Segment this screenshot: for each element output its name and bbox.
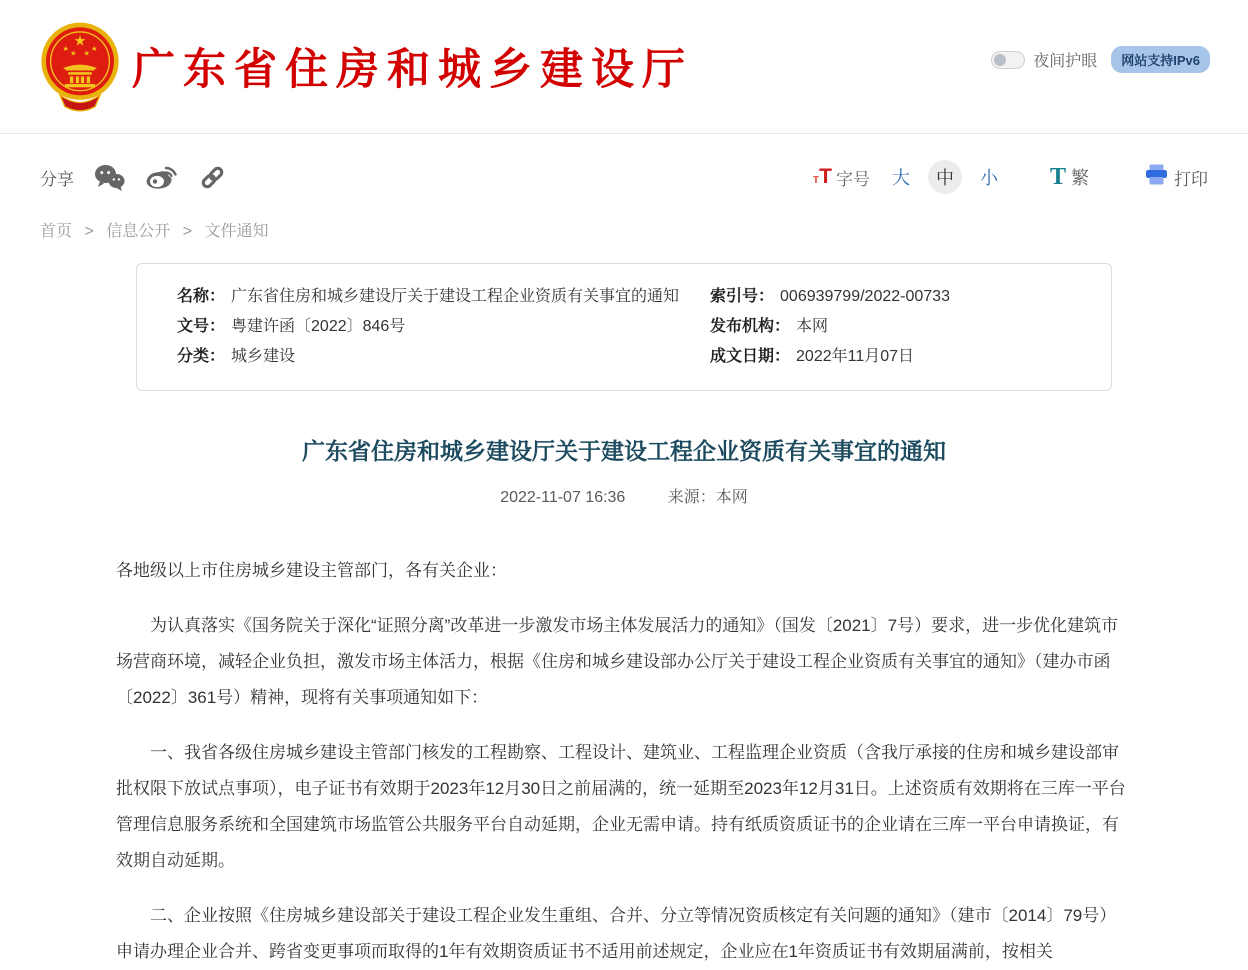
font-size-medium-button[interactable]: 中 [928,160,962,194]
svg-text:★: ★ [91,44,98,53]
meta-index-value: 006939799/2022-00733 [780,288,950,305]
font-size-label: 字号 [835,169,870,189]
meta-category-label: 分类： [177,348,226,365]
meta-row-name [177,282,710,312]
paragraph-item-2: 二、企业按照《住房城乡建设部关于建设工程企业发生重组、合并、分立等情况资质核定有关问题的通知》（建市〔2014〕79号）申请办理企业合并、跨省变更事项而取得的1年有效期资质证书不适用前述规定，企业应在1年资质证书有效期届满前，按相关 [116,906,1117,961]
traditional-t-icon: T [1049,163,1066,190]
publish-time: 2022-11-07 16:36 [500,489,626,506]
svg-text:★: ★ [73,32,87,49]
meta-category-value: 城乡建设 [231,348,296,365]
breadcrumb-separator: > [182,223,193,240]
paragraph-item-1: 一、我省各级住房城乡建设主管部门核发的工程勘察、工程设计、建筑业、工程监理企业资质（含我厅承接的住房和城乡建设部审批权限下放试点事项），电子证书有效期于2023年12月30日之前届满的，统一延期至2023年12月31日。上述资质有效期将在三库一平台管理信息服务系统和全国建筑市场监管公共服务平台自动延期，企业无需申请。持有纸质资质证书的企业请在三库一平台申请换证，有效期自动延期。 [116,743,1126,870]
night-mode-toggle[interactable] [991,51,1025,69]
svg-text:★: ★ [83,48,90,57]
meta-issue-date-label: 成文日期： [710,348,791,365]
meta-index-label: 索引号： [710,288,775,305]
meta-row-doc-number [177,312,710,342]
site-header [0,0,1248,134]
svg-text:★: ★ [62,44,69,53]
article-publish-line [0,484,1248,507]
breadcrumb-document-notices[interactable]: 文件通知 [204,223,269,240]
wechat-share-icon[interactable] [94,164,125,191]
meta-name-label: 名称： [177,288,226,305]
paragraph-intro: 为认真落实《国务院关于深化“证照分离”改革进一步激发市场主体发展活力的通知》（国发〔2021〕7号）要求，进一步优化建筑市场营商环境，减轻企业负担，激发市场主体活力，根据《住房和城乡建设部办公厅关于建设工程企业资质有关事宜的通知》（建办市函〔2022〕361号）精神，现将有关事项通知如下： [116,616,1119,707]
night-mode-label: 夜间护眼 [1033,53,1098,70]
document-meta-card [136,263,1112,391]
font-size-icon: тT [812,165,832,188]
share-group [40,163,227,192]
breadcrumb-info-disclosure[interactable]: 信息公开 [106,223,171,240]
reading-controls [813,160,1208,194]
breadcrumb-separator: > [84,223,94,240]
meta-issue-date-value: 2022年11月07日 [796,348,915,365]
meta-row-index-number [710,282,1091,312]
traditional-chinese-button[interactable]: T 繁 [1049,163,1089,190]
printer-icon [1145,164,1168,190]
national-emblem-logo [38,21,122,115]
meta-doc-number-value: 粤建许函〔2022〕846号 [231,318,406,335]
meta-left-column [177,282,710,372]
ipv6-support-badge: 网站支持IPv6 [1111,46,1210,73]
breadcrumb-home[interactable]: 首页 [40,223,73,240]
toggle-knob [994,54,1006,66]
weibo-share-icon[interactable] [145,163,178,191]
meta-publisher-label: 发布机构： [710,318,791,335]
font-size-large-button[interactable]: 大 [891,168,910,188]
meta-row-publisher [710,312,1091,342]
meta-right-column [710,282,1091,372]
share-label: 分享 [40,169,74,189]
paragraph-salutation: 各地级以上市住房城乡建设主管部门，各有关企业： [116,561,507,580]
article-body [116,553,1132,970]
article-source: 来源：本网 [667,489,748,506]
svg-text:★: ★ [70,48,77,57]
site-title: 广东省住房和城乡建设厅 [132,46,693,94]
meta-doc-number-label: 文号： [177,318,226,335]
breadcrumb [0,194,1248,241]
article-title: 广东省住房和城乡建设厅关于建设工程企业资质有关事宜的通知 [302,438,946,464]
meta-publisher-value: 本网 [796,318,829,335]
copy-link-icon[interactable] [198,163,227,192]
meta-row-category [177,342,710,372]
toolbar [0,134,1248,194]
meta-row-issue-date [710,342,1091,372]
font-size-small-button[interactable]: 小 [979,168,998,188]
meta-name-value: 广东省住房和城乡建设厅关于建设工程企业资质有关事宜的通知 [231,288,680,305]
print-button[interactable]: 打印 [1145,164,1208,190]
